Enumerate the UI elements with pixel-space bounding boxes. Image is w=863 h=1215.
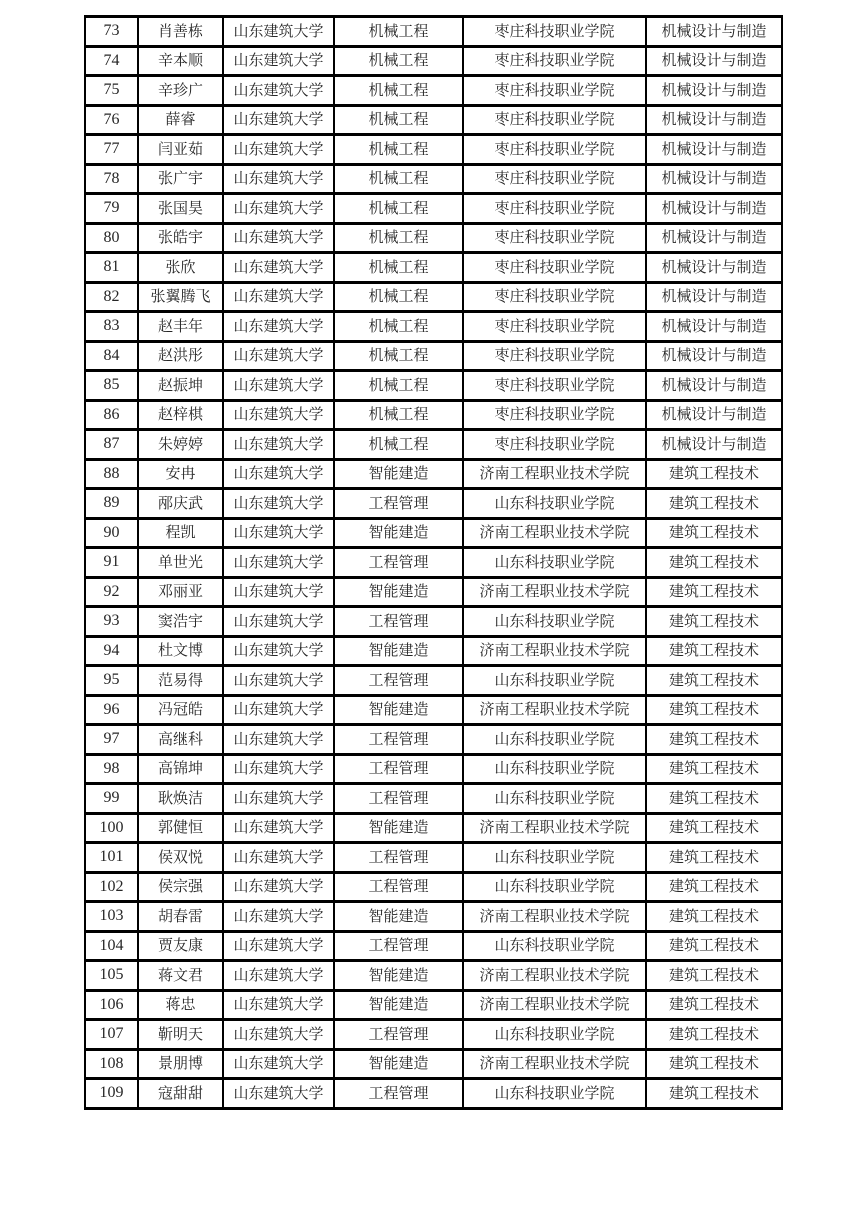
cell-row-number: 84 (85, 341, 138, 371)
cell-row-number: 79 (85, 194, 138, 224)
cell-student-name: 肖善栋 (138, 17, 223, 47)
cell-row-number: 90 (85, 518, 138, 548)
cell-university: 山东建筑大学 (223, 843, 334, 873)
cell-student-name: 高锦坤 (138, 754, 223, 784)
cell-major: 工程管理 (334, 725, 463, 755)
cell-program: 建筑工程技术 (646, 548, 782, 578)
cell-student-name: 侯宗强 (138, 872, 223, 902)
table-row (85, 46, 782, 76)
cell-program: 建筑工程技术 (646, 695, 782, 725)
cell-major: 智能建造 (334, 518, 463, 548)
cell-major: 智能建造 (334, 990, 463, 1020)
cell-university: 山东建筑大学 (223, 135, 334, 165)
cell-college: 济南工程职业技术学院 (463, 695, 646, 725)
cell-major: 机械工程 (334, 105, 463, 135)
cell-university: 山东建筑大学 (223, 430, 334, 460)
cell-college: 枣庄科技职业学院 (463, 46, 646, 76)
cell-major: 智能建造 (334, 902, 463, 932)
cell-university: 山东建筑大学 (223, 695, 334, 725)
cell-row-number: 83 (85, 312, 138, 342)
cell-row-number: 96 (85, 695, 138, 725)
cell-college: 山东科技职业学院 (463, 843, 646, 873)
table-row (85, 223, 782, 253)
cell-university: 山东建筑大学 (223, 400, 334, 430)
cell-row-number: 80 (85, 223, 138, 253)
cell-major: 机械工程 (334, 17, 463, 47)
cell-student-name: 杜文博 (138, 636, 223, 666)
cell-student-name: 高继科 (138, 725, 223, 755)
table-row (85, 607, 782, 637)
cell-major: 机械工程 (334, 430, 463, 460)
cell-row-number: 86 (85, 400, 138, 430)
cell-college: 山东科技职业学院 (463, 489, 646, 519)
cell-program: 机械设计与制造 (646, 76, 782, 106)
cell-major: 机械工程 (334, 371, 463, 401)
student-roster-table (84, 15, 783, 1110)
cell-program: 机械设计与制造 (646, 164, 782, 194)
cell-program: 机械设计与制造 (646, 105, 782, 135)
cell-college: 济南工程职业技术学院 (463, 813, 646, 843)
table-row (85, 459, 782, 489)
cell-university: 山东建筑大学 (223, 164, 334, 194)
table-row (85, 1049, 782, 1079)
cell-university: 山东建筑大学 (223, 1079, 334, 1109)
cell-university: 山东建筑大学 (223, 725, 334, 755)
cell-university: 山东建筑大学 (223, 754, 334, 784)
cell-row-number: 82 (85, 282, 138, 312)
table-row (85, 194, 782, 224)
cell-university: 山东建筑大学 (223, 872, 334, 902)
cell-major: 智能建造 (334, 1049, 463, 1079)
cell-row-number: 88 (85, 459, 138, 489)
cell-major: 工程管理 (334, 843, 463, 873)
cell-row-number: 97 (85, 725, 138, 755)
cell-university: 山东建筑大学 (223, 76, 334, 106)
cell-program: 建筑工程技术 (646, 843, 782, 873)
cell-major: 工程管理 (334, 607, 463, 637)
table-row (85, 784, 782, 814)
cell-university: 山东建筑大学 (223, 813, 334, 843)
table-row (85, 282, 782, 312)
cell-university: 山东建筑大学 (223, 636, 334, 666)
cell-university: 山东建筑大学 (223, 105, 334, 135)
cell-student-name: 贾友康 (138, 931, 223, 961)
cell-major: 机械工程 (334, 282, 463, 312)
cell-student-name: 蒋文君 (138, 961, 223, 991)
cell-program: 机械设计与制造 (646, 371, 782, 401)
cell-college: 山东科技职业学院 (463, 784, 646, 814)
cell-student-name: 张翼腾飞 (138, 282, 223, 312)
cell-college: 枣庄科技职业学院 (463, 371, 646, 401)
table-row (85, 813, 782, 843)
cell-program: 机械设计与制造 (646, 430, 782, 460)
cell-student-name: 赵洪彤 (138, 341, 223, 371)
cell-program: 建筑工程技术 (646, 1020, 782, 1050)
table-row (85, 548, 782, 578)
cell-major: 智能建造 (334, 577, 463, 607)
cell-major: 机械工程 (334, 223, 463, 253)
cell-row-number: 100 (85, 813, 138, 843)
table-row (85, 666, 782, 696)
cell-college: 山东科技职业学院 (463, 548, 646, 578)
cell-college: 枣庄科技职业学院 (463, 17, 646, 47)
cell-university: 山东建筑大学 (223, 931, 334, 961)
cell-college: 枣庄科技职业学院 (463, 164, 646, 194)
cell-program: 机械设计与制造 (646, 400, 782, 430)
cell-program: 建筑工程技术 (646, 754, 782, 784)
cell-student-name: 程凯 (138, 518, 223, 548)
cell-row-number: 99 (85, 784, 138, 814)
cell-program: 建筑工程技术 (646, 725, 782, 755)
cell-university: 山东建筑大学 (223, 253, 334, 283)
cell-row-number: 95 (85, 666, 138, 696)
cell-college: 山东科技职业学院 (463, 1079, 646, 1109)
cell-program: 建筑工程技术 (646, 666, 782, 696)
cell-student-name: 赵梓棋 (138, 400, 223, 430)
cell-program: 机械设计与制造 (646, 341, 782, 371)
cell-program: 机械设计与制造 (646, 194, 782, 224)
cell-major: 工程管理 (334, 931, 463, 961)
cell-university: 山东建筑大学 (223, 518, 334, 548)
cell-college: 山东科技职业学院 (463, 1020, 646, 1050)
cell-university: 山东建筑大学 (223, 194, 334, 224)
cell-college: 枣庄科技职业学院 (463, 76, 646, 106)
cell-student-name: 赵振坤 (138, 371, 223, 401)
cell-program: 机械设计与制造 (646, 135, 782, 165)
cell-program: 建筑工程技术 (646, 577, 782, 607)
cell-major: 工程管理 (334, 754, 463, 784)
cell-student-name: 耿焕洁 (138, 784, 223, 814)
cell-college: 济南工程职业技术学院 (463, 577, 646, 607)
cell-major: 机械工程 (334, 400, 463, 430)
cell-major: 工程管理 (334, 1079, 463, 1109)
cell-college: 枣庄科技职业学院 (463, 341, 646, 371)
cell-student-name: 张广宇 (138, 164, 223, 194)
table-row (85, 961, 782, 991)
table-row (85, 253, 782, 283)
cell-row-number: 103 (85, 902, 138, 932)
cell-major: 智能建造 (334, 961, 463, 991)
cell-college: 枣庄科技职业学院 (463, 400, 646, 430)
cell-major: 机械工程 (334, 135, 463, 165)
cell-program: 机械设计与制造 (646, 253, 782, 283)
cell-university: 山东建筑大学 (223, 902, 334, 932)
table-row (85, 371, 782, 401)
cell-university: 山东建筑大学 (223, 1049, 334, 1079)
cell-college: 济南工程职业技术学院 (463, 518, 646, 548)
cell-college: 枣庄科技职业学院 (463, 105, 646, 135)
cell-row-number: 73 (85, 17, 138, 47)
cell-student-name: 邴庆武 (138, 489, 223, 519)
cell-major: 机械工程 (334, 46, 463, 76)
cell-college: 枣庄科技职业学院 (463, 253, 646, 283)
cell-row-number: 108 (85, 1049, 138, 1079)
cell-row-number: 102 (85, 872, 138, 902)
cell-major: 智能建造 (334, 459, 463, 489)
cell-student-name: 窦浩宇 (138, 607, 223, 637)
cell-college: 济南工程职业技术学院 (463, 990, 646, 1020)
cell-row-number: 93 (85, 607, 138, 637)
cell-major: 工程管理 (334, 548, 463, 578)
cell-major: 机械工程 (334, 312, 463, 342)
cell-program: 建筑工程技术 (646, 459, 782, 489)
cell-student-name: 靳明天 (138, 1020, 223, 1050)
cell-student-name: 朱婷婷 (138, 430, 223, 460)
cell-program: 机械设计与制造 (646, 312, 782, 342)
cell-major: 工程管理 (334, 666, 463, 696)
cell-college: 山东科技职业学院 (463, 872, 646, 902)
cell-student-name: 寇甜甜 (138, 1079, 223, 1109)
cell-program: 建筑工程技术 (646, 489, 782, 519)
cell-student-name: 安冉 (138, 459, 223, 489)
table-row (85, 400, 782, 430)
cell-college: 枣庄科技职业学院 (463, 135, 646, 165)
cell-student-name: 辛珍广 (138, 76, 223, 106)
table-row (85, 489, 782, 519)
cell-university: 山东建筑大学 (223, 282, 334, 312)
cell-student-name: 胡春雷 (138, 902, 223, 932)
cell-row-number: 74 (85, 46, 138, 76)
cell-row-number: 76 (85, 105, 138, 135)
cell-row-number: 101 (85, 843, 138, 873)
cell-student-name: 景朋博 (138, 1049, 223, 1079)
cell-college: 枣庄科技职业学院 (463, 223, 646, 253)
cell-program: 建筑工程技术 (646, 813, 782, 843)
table-row (85, 164, 782, 194)
cell-university: 山东建筑大学 (223, 46, 334, 76)
cell-student-name: 张欣 (138, 253, 223, 283)
cell-university: 山东建筑大学 (223, 341, 334, 371)
cell-row-number: 107 (85, 1020, 138, 1050)
cell-program: 机械设计与制造 (646, 17, 782, 47)
cell-program: 建筑工程技术 (646, 636, 782, 666)
cell-row-number: 91 (85, 548, 138, 578)
table-row (85, 695, 782, 725)
table-row (85, 518, 782, 548)
cell-college: 济南工程职业技术学院 (463, 902, 646, 932)
cell-program: 建筑工程技术 (646, 931, 782, 961)
table-row (85, 312, 782, 342)
table-row (85, 636, 782, 666)
table-row (85, 1079, 782, 1109)
cell-university: 山东建筑大学 (223, 312, 334, 342)
cell-student-name: 范易得 (138, 666, 223, 696)
cell-university: 山东建筑大学 (223, 990, 334, 1020)
cell-college: 山东科技职业学院 (463, 666, 646, 696)
cell-program: 机械设计与制造 (646, 223, 782, 253)
table-row (85, 577, 782, 607)
table-row (85, 931, 782, 961)
cell-row-number: 87 (85, 430, 138, 460)
cell-program: 建筑工程技术 (646, 1079, 782, 1109)
cell-row-number: 78 (85, 164, 138, 194)
cell-college: 济南工程职业技术学院 (463, 636, 646, 666)
cell-university: 山东建筑大学 (223, 489, 334, 519)
cell-college: 枣庄科技职业学院 (463, 430, 646, 460)
cell-program: 机械设计与制造 (646, 46, 782, 76)
table-row (85, 990, 782, 1020)
cell-major: 工程管理 (334, 784, 463, 814)
cell-university: 山东建筑大学 (223, 1020, 334, 1050)
cell-major: 机械工程 (334, 194, 463, 224)
cell-student-name: 蒋忠 (138, 990, 223, 1020)
cell-college: 枣庄科技职业学院 (463, 312, 646, 342)
table-row (85, 341, 782, 371)
cell-program: 建筑工程技术 (646, 784, 782, 814)
table-row (85, 1020, 782, 1050)
cell-major: 机械工程 (334, 164, 463, 194)
cell-row-number: 85 (85, 371, 138, 401)
cell-college: 济南工程职业技术学院 (463, 459, 646, 489)
cell-major: 智能建造 (334, 813, 463, 843)
cell-student-name: 张皓宇 (138, 223, 223, 253)
cell-row-number: 81 (85, 253, 138, 283)
table-row (85, 135, 782, 165)
cell-student-name: 郭健恒 (138, 813, 223, 843)
cell-college: 济南工程职业技术学院 (463, 1049, 646, 1079)
cell-university: 山东建筑大学 (223, 607, 334, 637)
cell-university: 山东建筑大学 (223, 577, 334, 607)
cell-major: 智能建造 (334, 636, 463, 666)
cell-college: 山东科技职业学院 (463, 607, 646, 637)
cell-college: 枣庄科技职业学院 (463, 194, 646, 224)
cell-university: 山东建筑大学 (223, 961, 334, 991)
table-row (85, 17, 782, 47)
cell-student-name: 单世光 (138, 548, 223, 578)
cell-major: 工程管理 (334, 1020, 463, 1050)
table-row (85, 105, 782, 135)
cell-university: 山东建筑大学 (223, 666, 334, 696)
table-row (85, 430, 782, 460)
cell-university: 山东建筑大学 (223, 17, 334, 47)
cell-row-number: 92 (85, 577, 138, 607)
cell-college: 山东科技职业学院 (463, 725, 646, 755)
cell-row-number: 109 (85, 1079, 138, 1109)
cell-program: 建筑工程技术 (646, 961, 782, 991)
cell-program: 建筑工程技术 (646, 518, 782, 548)
cell-row-number: 75 (85, 76, 138, 106)
cell-student-name: 赵丰年 (138, 312, 223, 342)
cell-row-number: 89 (85, 489, 138, 519)
cell-row-number: 105 (85, 961, 138, 991)
cell-major: 机械工程 (334, 341, 463, 371)
cell-college: 济南工程职业技术学院 (463, 961, 646, 991)
cell-student-name: 冯冠皓 (138, 695, 223, 725)
cell-major: 工程管理 (334, 489, 463, 519)
cell-college: 山东科技职业学院 (463, 754, 646, 784)
table-row (85, 872, 782, 902)
cell-college: 枣庄科技职业学院 (463, 282, 646, 312)
cell-college: 山东科技职业学院 (463, 931, 646, 961)
cell-student-name: 辛本顺 (138, 46, 223, 76)
table-row (85, 902, 782, 932)
cell-major: 机械工程 (334, 253, 463, 283)
cell-program: 建筑工程技术 (646, 872, 782, 902)
cell-university: 山东建筑大学 (223, 223, 334, 253)
cell-row-number: 106 (85, 990, 138, 1020)
cell-row-number: 94 (85, 636, 138, 666)
cell-major: 机械工程 (334, 76, 463, 106)
cell-student-name: 邓丽亚 (138, 577, 223, 607)
cell-university: 山东建筑大学 (223, 784, 334, 814)
roster-body (85, 17, 782, 1109)
cell-program: 机械设计与制造 (646, 282, 782, 312)
table-row (85, 843, 782, 873)
cell-program: 建筑工程技术 (646, 990, 782, 1020)
cell-university: 山东建筑大学 (223, 371, 334, 401)
table-row (85, 725, 782, 755)
cell-program: 建筑工程技术 (646, 902, 782, 932)
cell-row-number: 98 (85, 754, 138, 784)
cell-student-name: 张国昊 (138, 194, 223, 224)
cell-student-name: 薛睿 (138, 105, 223, 135)
cell-program: 建筑工程技术 (646, 1049, 782, 1079)
cell-major: 工程管理 (334, 872, 463, 902)
cell-program: 建筑工程技术 (646, 607, 782, 637)
table-row (85, 754, 782, 784)
cell-row-number: 77 (85, 135, 138, 165)
cell-row-number: 104 (85, 931, 138, 961)
table-row (85, 76, 782, 106)
cell-student-name: 闫亚茹 (138, 135, 223, 165)
cell-university: 山东建筑大学 (223, 459, 334, 489)
cell-major: 智能建造 (334, 695, 463, 725)
cell-university: 山东建筑大学 (223, 548, 334, 578)
cell-student-name: 侯双悦 (138, 843, 223, 873)
